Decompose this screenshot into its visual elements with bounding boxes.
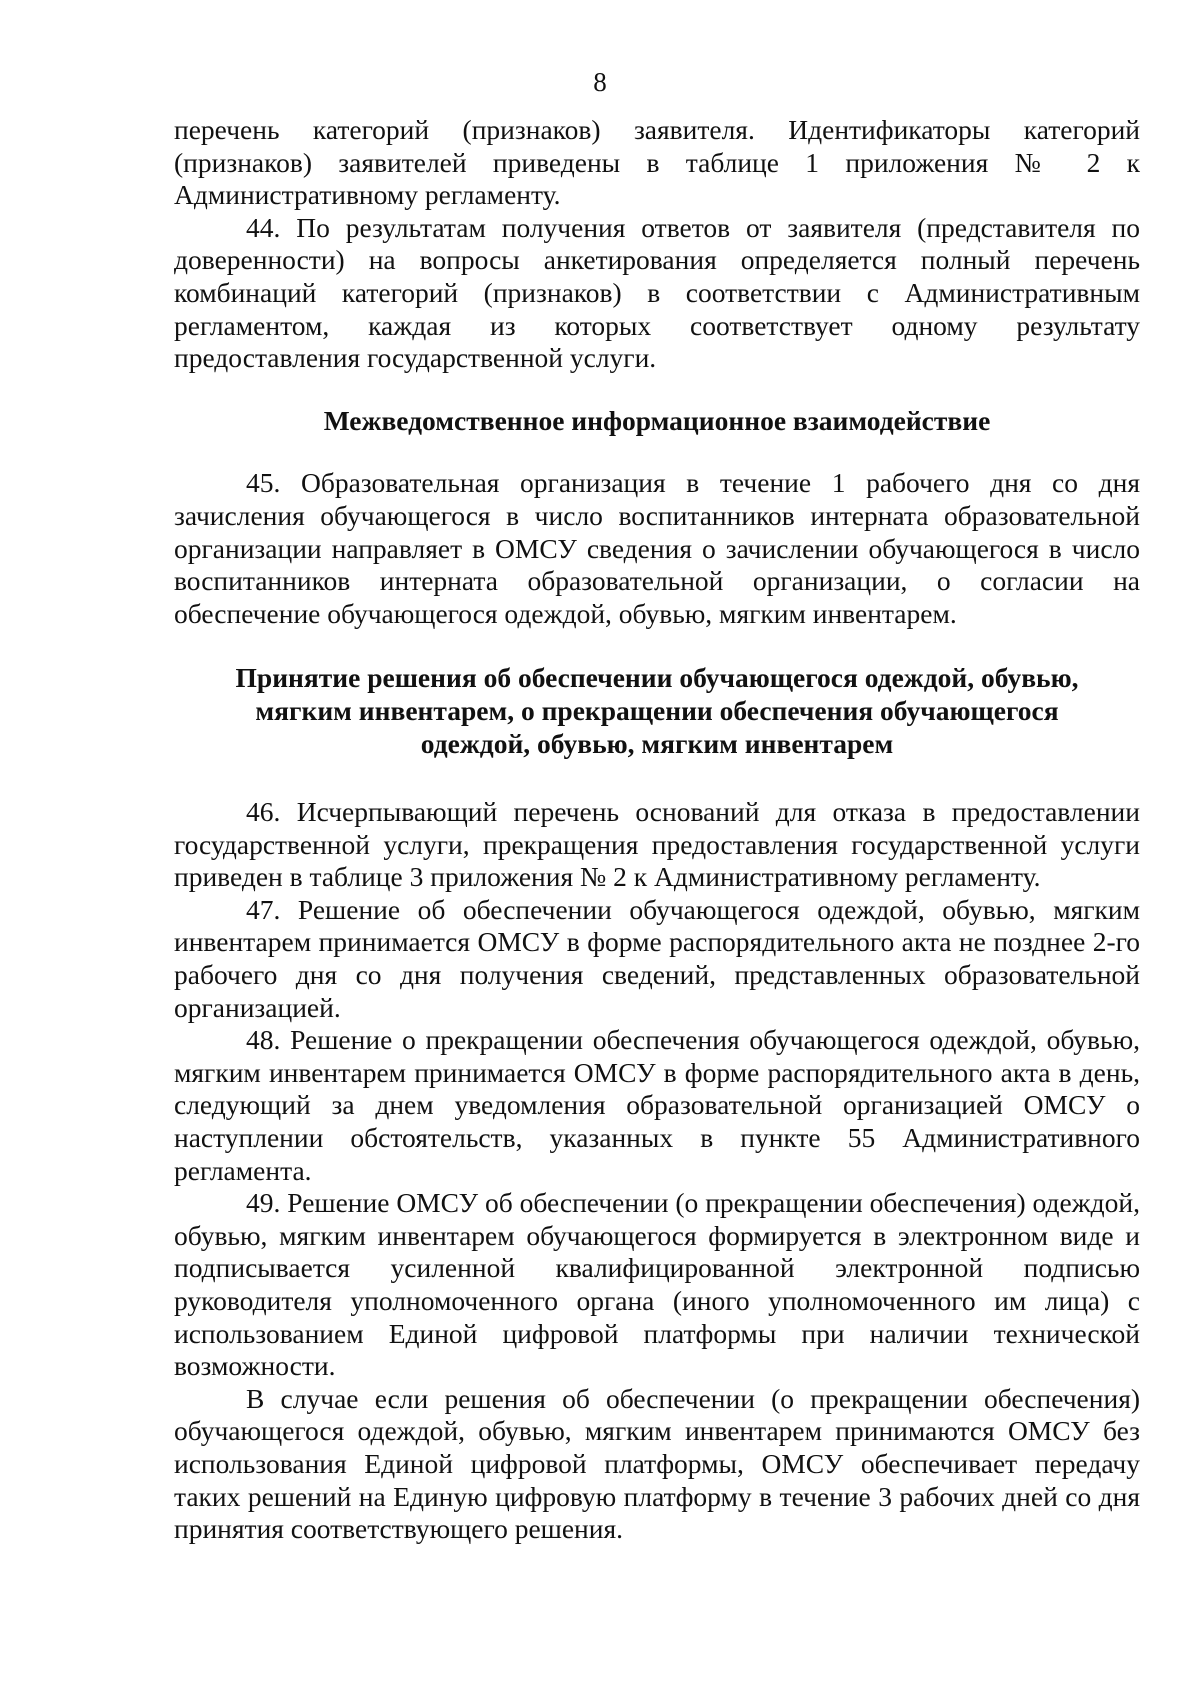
section-heading-decision: Принятие решения об обеспечении обучающегося одеждой, обувью, мягким инвентарем, о прекращении обеспечения обучающегося одеждой, обувью, мягким инвентарем	[235, 662, 1079, 759]
section-heading-interagency: Межведомственное информационное взаимодействие	[323, 404, 991, 436]
paragraph-45: 45. Образовательная организация в течение 1 рабочего дня со дня зачисления обучающегося в число воспитанников интерната образовательной организации направляет в ОМСУ сведения о зачислении обучающегося в число воспитанников интерната образовательной организации, о согласии на обеспечение обучающегося одеждой, обувью, мягким инвентарем.	[174, 467, 1140, 629]
paragraph-continuation: перечень категорий (признаков) заявителя. Идентификаторы категорий (признаков) заявителей приведены в таблице 1 приложения № 2 к Административному регламенту.	[174, 114, 1140, 211]
paragraph-49-continuation: В случае если решения об обеспечении (о прекращении обеспечения) обучающегося одеждой, обувью, мягким инвентарем принимаются ОМСУ без использования Единой цифровой платформы, ОМСУ обеспечивает передачу таких решений на Единую цифровую платформу в течение 3 рабочих дней со дня принятия соответствующего решения.	[174, 1382, 1140, 1545]
paragraph-46: 46. Исчерпывающий перечень оснований для отказа в предоставлении государственной услуги, прекращения предоставления государственной услуги приведен в таблице 3 приложения № 2 к Административному регламенту.	[174, 796, 1140, 893]
document-body	[174, 114, 1140, 1546]
page-number: 8	[593, 67, 607, 97]
paragraph-47: 47. Решение об обеспечении обучающегося одеждой, обувью, мягким инвентарем принимается ОМСУ в форме распорядительного акта не позднее 2-го рабочего дня со дня получения сведений, представленных образовательной организацией.	[174, 893, 1140, 1023]
paragraph-49: 49. Решение ОМСУ об обеспечении (о прекращении обеспечения) одеждой, обувью, мягким инвентарем обучающегося формируется в электронном виде и подписывается усиленной квалифицированной электронной подписью руководителя уполномоченного органа (иного уполномоченного им лица) с использованием Единой цифровой платформы при наличии технической возможности.	[174, 1187, 1140, 1382]
paragraph-48: 48. Решение о прекращении обеспечения обучающегося одеждой, обувью, мягким инвентарем принимается ОМСУ в форме распорядительного акта в день, следующий за днем уведомления образовательной организацией ОМСУ о наступлении обстоятельств, указанных в пункте 55 Административного регламента.	[174, 1024, 1140, 1186]
paragraph-44: 44. По результатам получения ответов от заявителя (представителя по доверенности) на вопросы анкетирования определяется полный перечень комбинаций категорий (признаков) в соответствии с Административным регламентом, каждая из которых соответствует одному результату предоставления государственной услуги.	[174, 211, 1140, 374]
